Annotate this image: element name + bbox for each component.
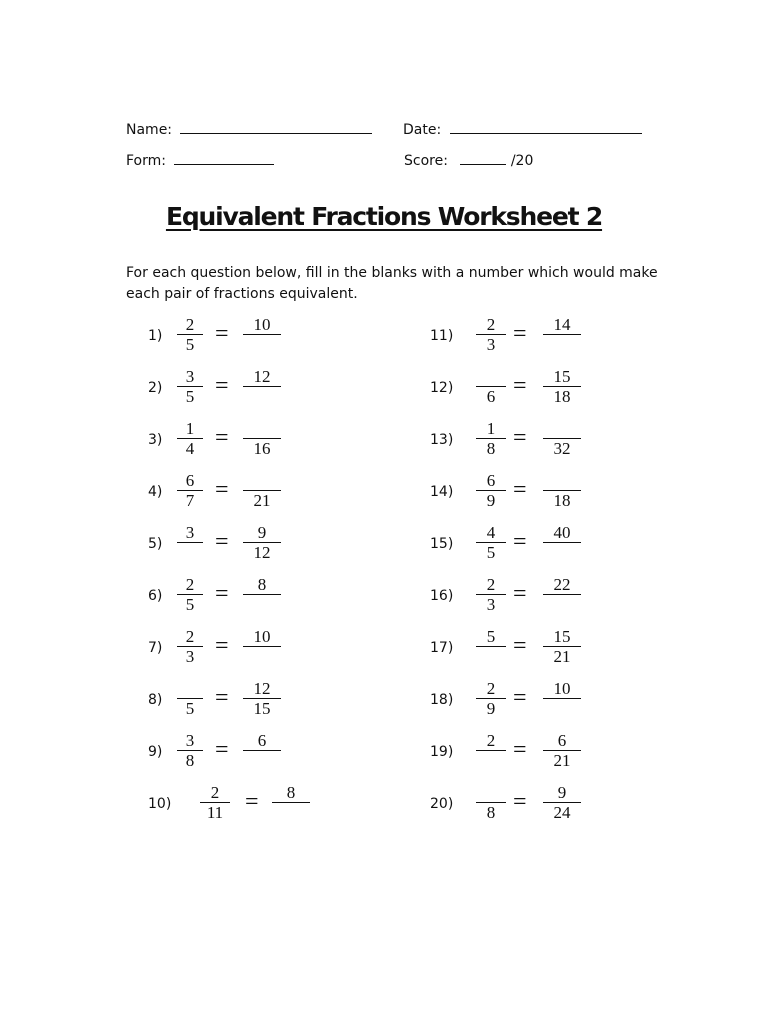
left-fraction <box>476 782 506 826</box>
equals-sign: = <box>513 477 527 503</box>
left-denominator[interactable]: 5 <box>486 543 496 562</box>
right-denominator[interactable]: 21 <box>553 647 571 666</box>
name-blank[interactable] <box>180 120 372 134</box>
date-blank[interactable] <box>450 120 642 134</box>
right-fraction-bar <box>543 334 581 335</box>
equals-sign: = <box>215 737 229 763</box>
left-numerator[interactable]: 1 <box>185 419 195 438</box>
right-numerator[interactable]: 6 <box>257 731 267 750</box>
right-denominator[interactable]: 18 <box>553 387 571 406</box>
question-16 <box>0 574 768 618</box>
right-numerator[interactable]: 9 <box>557 783 567 802</box>
left-denominator[interactable]: 5 <box>185 387 195 406</box>
equals-sign: = <box>513 581 527 607</box>
right-fraction <box>543 366 581 410</box>
question-number: 12) <box>430 380 454 396</box>
left-denominator[interactable] <box>476 648 506 666</box>
left-denominator[interactable]: 3 <box>486 595 496 614</box>
right-denominator[interactable]: 18 <box>553 491 571 510</box>
form-field <box>126 151 274 169</box>
equals-sign: = <box>215 373 229 399</box>
equals-sign: = <box>513 529 527 555</box>
right-numerator[interactable]: 8 <box>286 783 296 802</box>
left-numerator[interactable]: 3 <box>185 367 195 386</box>
date-field <box>403 120 642 138</box>
left-denominator[interactable]: 5 <box>185 595 195 614</box>
right-denominator[interactable]: 12 <box>253 543 271 562</box>
left-numerator[interactable]: 2 <box>210 783 220 802</box>
right-denominator[interactable]: 15 <box>253 699 271 718</box>
left-numerator[interactable]: 2 <box>185 575 195 594</box>
right-fraction <box>543 730 581 774</box>
equals-sign: = <box>215 581 229 607</box>
equals-sign: = <box>215 633 229 659</box>
right-numerator[interactable]: 10 <box>253 627 271 646</box>
equals-sign: = <box>513 373 527 399</box>
left-denominator[interactable]: 8 <box>185 751 195 770</box>
equals-sign: = <box>215 321 229 347</box>
left-numerator[interactable]: 2 <box>486 731 496 750</box>
left-fraction <box>476 730 506 774</box>
left-fraction <box>476 678 506 722</box>
right-denominator[interactable] <box>543 336 581 354</box>
left-numerator[interactable]: 5 <box>486 627 496 646</box>
right-numerator[interactable]: 12 <box>253 367 271 386</box>
left-denominator[interactable]: 9 <box>486 491 496 510</box>
left-denominator[interactable]: 8 <box>486 439 496 458</box>
right-fraction <box>543 678 581 722</box>
question-number: 3) <box>148 432 163 448</box>
left-numerator[interactable]: 3 <box>185 523 195 542</box>
left-denominator[interactable]: 4 <box>185 439 195 458</box>
question-number: 13) <box>430 432 454 448</box>
question-number: 2) <box>148 380 163 396</box>
question-number: 11) <box>430 328 454 344</box>
score-field <box>404 151 533 169</box>
worksheet-title: Equivalent Fractions Worksheet 2 <box>165 202 603 231</box>
left-denominator[interactable] <box>476 752 506 770</box>
left-denominator[interactable]: 3 <box>185 647 195 666</box>
right-denominator[interactable]: 24 <box>553 803 571 822</box>
left-denominator[interactable]: 5 <box>185 335 195 354</box>
question-number: 6) <box>148 588 163 604</box>
score-blank[interactable] <box>460 151 506 165</box>
right-numerator[interactable]: 22 <box>553 575 571 594</box>
question-12 <box>0 366 768 410</box>
left-fraction <box>476 314 506 358</box>
left-denominator[interactable]: 5 <box>185 699 195 718</box>
question-number: 15) <box>430 536 454 552</box>
left-numerator[interactable]: 1 <box>486 419 496 438</box>
right-denominator[interactable]: 32 <box>553 439 571 458</box>
question-number: 17) <box>430 640 454 656</box>
question-15 <box>0 522 768 566</box>
right-denominator[interactable]: 21 <box>253 491 271 510</box>
right-numerator[interactable]: 40 <box>553 523 571 542</box>
question-17 <box>0 626 768 670</box>
equals-sign: = <box>513 425 527 451</box>
left-fraction <box>476 470 506 514</box>
equals-sign: = <box>215 685 229 711</box>
left-numerator[interactable]: 2 <box>486 679 496 698</box>
left-fraction <box>476 418 506 462</box>
equals-sign: = <box>513 789 527 815</box>
question-11 <box>0 314 768 358</box>
right-fraction <box>543 314 581 358</box>
left-numerator[interactable]: 3 <box>185 731 195 750</box>
question-13 <box>0 418 768 462</box>
right-numerator[interactable]: 6 <box>557 731 567 750</box>
date-label: Date: <box>403 122 442 138</box>
right-denominator[interactable] <box>543 544 581 562</box>
left-numerator[interactable]: 6 <box>486 471 496 490</box>
left-numerator[interactable]: 2 <box>486 315 496 334</box>
left-numerator[interactable]: 2 <box>486 575 496 594</box>
right-fraction <box>543 782 581 826</box>
instructions: For each question below, fill in the blanks with a number which would make each pair of fractions equivalent. <box>126 265 658 302</box>
equals-sign: = <box>215 529 229 555</box>
left-fraction <box>476 522 506 566</box>
left-numerator[interactable] <box>476 368 506 386</box>
left-denominator[interactable]: 3 <box>486 335 496 354</box>
right-denominator[interactable] <box>543 700 581 718</box>
left-numerator[interactable] <box>476 784 506 802</box>
left-numerator[interactable]: 6 <box>185 471 195 490</box>
question-20 <box>0 782 768 826</box>
left-denominator[interactable]: 9 <box>486 699 496 718</box>
right-numerator[interactable]: 15 <box>553 367 571 386</box>
right-numerator[interactable]: 12 <box>253 679 271 698</box>
right-numerator[interactable]: 10 <box>553 679 571 698</box>
left-denominator[interactable]: 8 <box>486 803 496 822</box>
left-fraction <box>476 366 506 410</box>
right-denominator[interactable] <box>543 596 581 614</box>
right-fraction-bar <box>543 594 581 595</box>
right-numerator[interactable]: 9 <box>257 523 267 542</box>
right-denominator[interactable]: 16 <box>253 439 271 458</box>
question-number: 10) <box>148 796 172 812</box>
question-number: 1) <box>148 328 163 344</box>
form-blank[interactable] <box>174 151 274 165</box>
question-19 <box>0 730 768 774</box>
equals-sign: = <box>513 685 527 711</box>
right-numerator[interactable] <box>543 472 581 490</box>
left-fraction-bar <box>476 750 506 751</box>
question-number: 18) <box>430 692 454 708</box>
question-number: 7) <box>148 640 163 656</box>
equals-sign: = <box>513 633 527 659</box>
question-number: 9) <box>148 744 163 760</box>
score-label: Score: <box>404 153 448 169</box>
question-number: 20) <box>430 796 454 812</box>
form-label: Form: <box>126 153 166 169</box>
right-fraction <box>543 522 581 566</box>
equals-sign: = <box>513 321 527 347</box>
left-denominator[interactable]: 7 <box>185 491 195 510</box>
question-number: 19) <box>430 744 454 760</box>
score-total: /20 <box>510 153 534 169</box>
right-fraction-bar <box>543 698 581 699</box>
question-number: 8) <box>148 692 163 708</box>
equals-sign: = <box>215 477 229 503</box>
equals-sign: = <box>245 789 259 815</box>
name-label: Name: <box>126 122 173 138</box>
left-numerator[interactable]: 4 <box>486 523 496 542</box>
question-number: 5) <box>148 536 163 552</box>
right-numerator[interactable] <box>543 420 581 438</box>
left-numerator[interactable]: 2 <box>185 315 195 334</box>
question-number: 16) <box>430 588 454 604</box>
right-fraction-bar <box>543 542 581 543</box>
left-fraction <box>476 626 506 670</box>
left-fraction-bar <box>476 646 506 647</box>
right-denominator[interactable]: 21 <box>553 751 571 770</box>
question-18 <box>0 678 768 722</box>
equals-sign: = <box>513 737 527 763</box>
right-numerator[interactable]: 15 <box>553 627 571 646</box>
left-denominator[interactable]: 11 <box>206 803 224 822</box>
question-14 <box>0 470 768 514</box>
left-denominator[interactable]: 6 <box>486 387 496 406</box>
right-fraction <box>543 626 581 670</box>
question-number: 14) <box>430 484 454 500</box>
right-fraction <box>543 418 581 462</box>
left-fraction <box>476 574 506 618</box>
right-fraction <box>543 470 581 514</box>
right-numerator[interactable]: 10 <box>253 315 271 334</box>
equals-sign: = <box>215 425 229 451</box>
question-number: 4) <box>148 484 163 500</box>
right-numerator[interactable]: 8 <box>257 575 267 594</box>
right-fraction <box>543 574 581 618</box>
name-field <box>126 120 372 138</box>
right-numerator[interactable]: 14 <box>553 315 571 334</box>
left-numerator[interactable]: 2 <box>185 627 195 646</box>
